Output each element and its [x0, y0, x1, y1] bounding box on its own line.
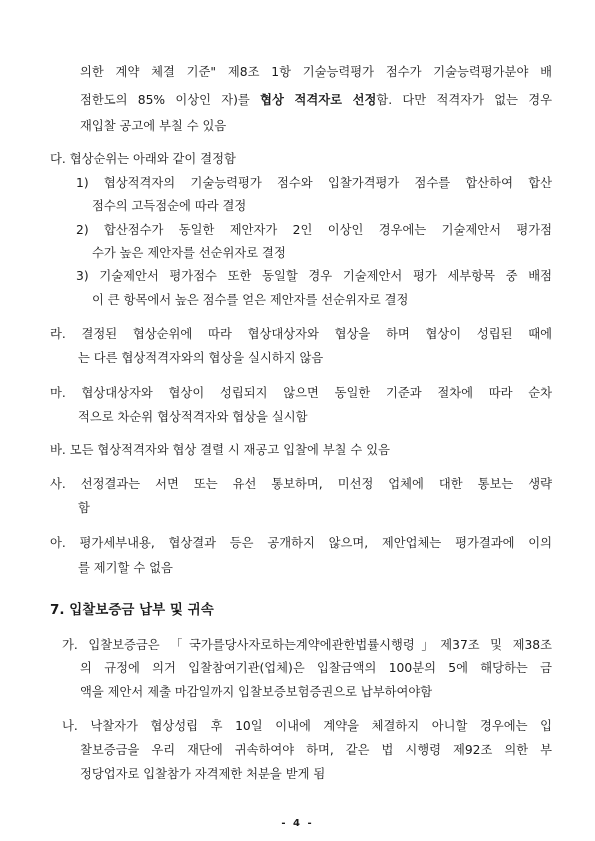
list-item-line: 를 제기할 수 없음	[78, 561, 173, 575]
sub-item-line: 1) 협상적격자의 기술능력평가 점수와 입찰가격평가 점수를 합산하여 합산	[76, 176, 552, 190]
list-item-line: 가. 입찰보증금은 「국가를당사자로하는계약에관한법률시행령」제37조 및 제38조	[62, 638, 552, 652]
list-item-line: 함	[78, 501, 90, 515]
list-item-line: 정당업자로 입찰참가 자격제한 처분을 받게 됨	[80, 767, 326, 781]
list-item-line: 적으로 차순위 협상적격자와 협상을 실시함	[78, 410, 308, 424]
list-item-line: 아. 평가세부내용, 협상결과 등은 공개하지 않으며, 제안업체는 평가결과에 이의	[50, 536, 552, 550]
paragraph-line	[80, 92, 552, 108]
list-item-line: 마. 협상대상자와 협상이 성립되지 않으면 동일한 기준과 절차에 따라 순차	[50, 386, 552, 400]
list-item-line: 찰보증금을 우리 재단에 귀속하여야 하며, 같은 법 시행령 제92조 의한 부	[80, 743, 552, 757]
sub-item-line: 2) 합산점수가 동일한 제안자가 2인 이상인 경우에는 기술제안서 평가점	[76, 223, 552, 237]
list-item-line: 액을 제안서 제출 마감일까지 입찰보증보험증권으로 납부하여야함	[80, 685, 433, 699]
sub-item-line: 이 큰 항목에서 높은 점수를 얻은 제안자를 선순위자로 결정	[92, 293, 409, 307]
text-run: 함. 다만 적격자가 없는 경우	[376, 93, 552, 107]
list-item-line: 바. 모든 협상적격자와 협상 결렬 시 재공고 입찰에 부칠 수 있음	[50, 443, 390, 457]
list-item-line: 라. 결정된 협상순위에 따라 협상대상자와 협상을 하며 협상이 성립된 때에	[50, 327, 552, 341]
paragraph-line: 재입찰 공고에 부칠 수 있음	[80, 119, 227, 133]
paragraph-line: 의한 계약 체결 기준" 제8조 1항 기술능력평가 점수가 기술능력평가분야 배	[80, 65, 552, 79]
sub-item-line: 3) 기술제안서 평가점수 또한 동일할 경우 기술제안서 평가 세부항목 중 배점	[76, 269, 552, 283]
list-item-line: 나. 낙찰자가 협상성립 후 10일 이내에 계약을 체결하지 아니할 경우에는 입	[62, 719, 552, 733]
list-item-line: 의 규정에 의거 입찰참여기관(업체)은 입찰금액의 100분의 5에 해당하는 금	[80, 661, 552, 675]
emphasis-text: 협상 적격자로 선정	[260, 93, 377, 107]
page-number: - 4 -	[281, 818, 314, 829]
sub-item-line: 점수의 고득점순에 따라 결정	[92, 199, 247, 213]
sub-item-line: 수가 높은 제안자를 선순위자로 결정	[92, 246, 286, 260]
list-item-line: 는 다른 협상적격자와의 협상을 실시하지 않음	[78, 351, 324, 365]
list-item-line: 사. 선정결과는 서면 또는 유선 통보하며, 미선정 업체에 대한 통보는 생략	[50, 477, 552, 491]
text-run: 점한도의 85% 이상인 자)를	[80, 93, 261, 107]
list-item-heading: 다. 협상순위는 아래와 같이 결정함	[50, 152, 236, 166]
section-heading: 7. 입찰보증금 납부 및 귀속	[50, 602, 214, 618]
